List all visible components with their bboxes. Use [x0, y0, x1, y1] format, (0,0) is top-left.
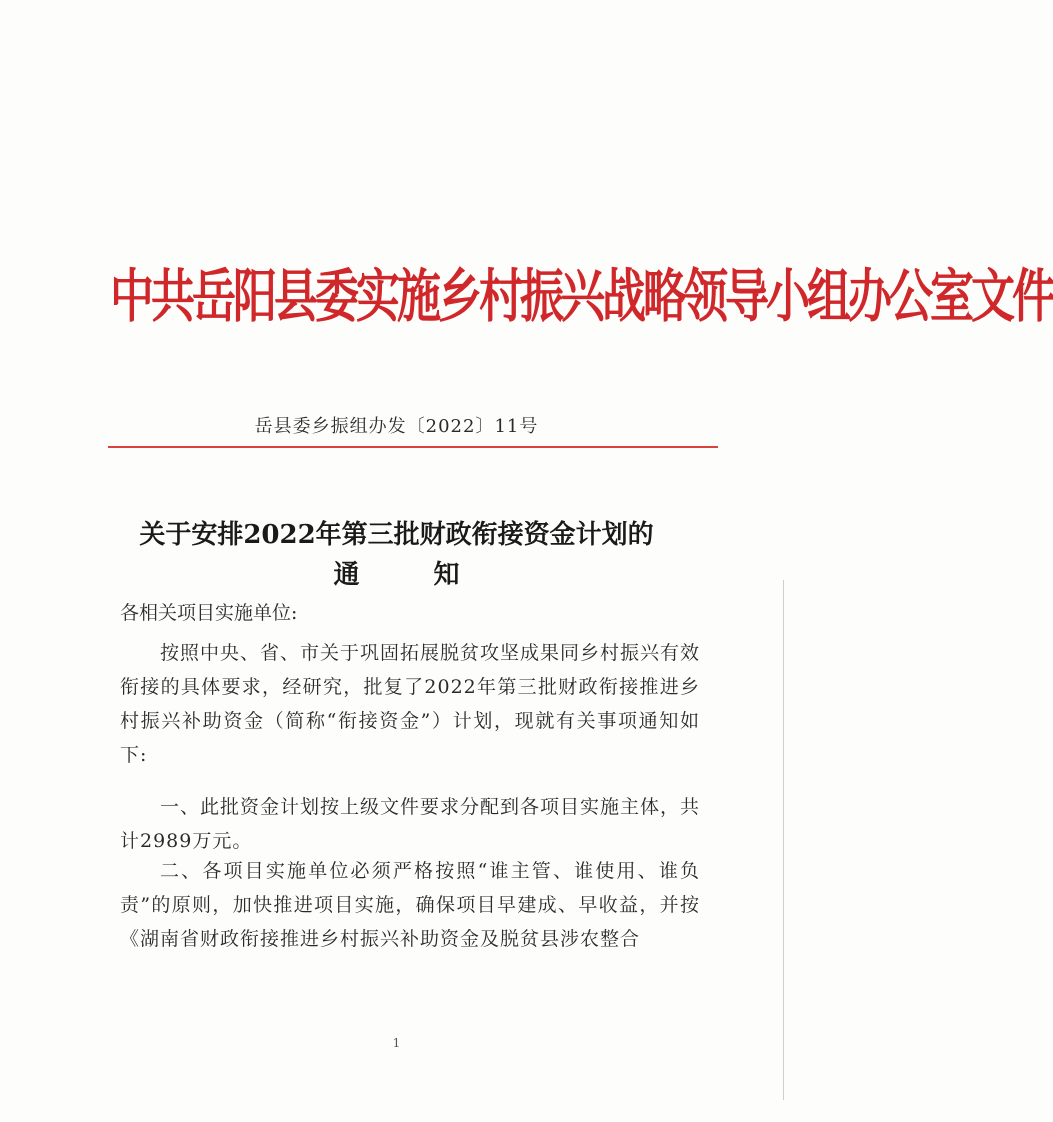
red-header-title: 中共岳阳县委实施乡村振兴战略领导小组办公室文件	[110, 264, 1053, 331]
document-number: 岳县委乡振组办发〔2022〕11号	[254, 416, 539, 437]
red-divider-line	[108, 446, 718, 448]
addressee: 各相关项目实施单位:	[120, 602, 298, 624]
scan-edge-line	[783, 580, 784, 1100]
notice-title-line-2: 通知	[333, 560, 534, 590]
page-number: 1	[392, 1036, 401, 1050]
notice-title-line-1: 关于安排2022年第三批财政衔接资金计划的	[139, 520, 654, 550]
body-paragraph-2: 一、此批资金计划按上级文件要求分配到各项目实施主体，共计2989万元。	[120, 796, 701, 852]
body-paragraph-3: 二、各项目实施单位必须严格按照“谁主管、谁使用、谁负责”的原则，加快推进项目实施，确保项目早建成、早收益，并按《湖南省财政衔接推进乡村振兴补助资金及脱贫县涉农整合	[120, 860, 700, 950]
body-paragraph-1: 按照中央、省、市关于巩固拓展脱贫攻坚成果同乡村振兴有效衔接的具体要求，经研究，批复了2022年第三批财政衔接推进乡村振兴补助资金（简称“衔接资金”）计划，现就有关事项通知如下:	[120, 642, 701, 766]
